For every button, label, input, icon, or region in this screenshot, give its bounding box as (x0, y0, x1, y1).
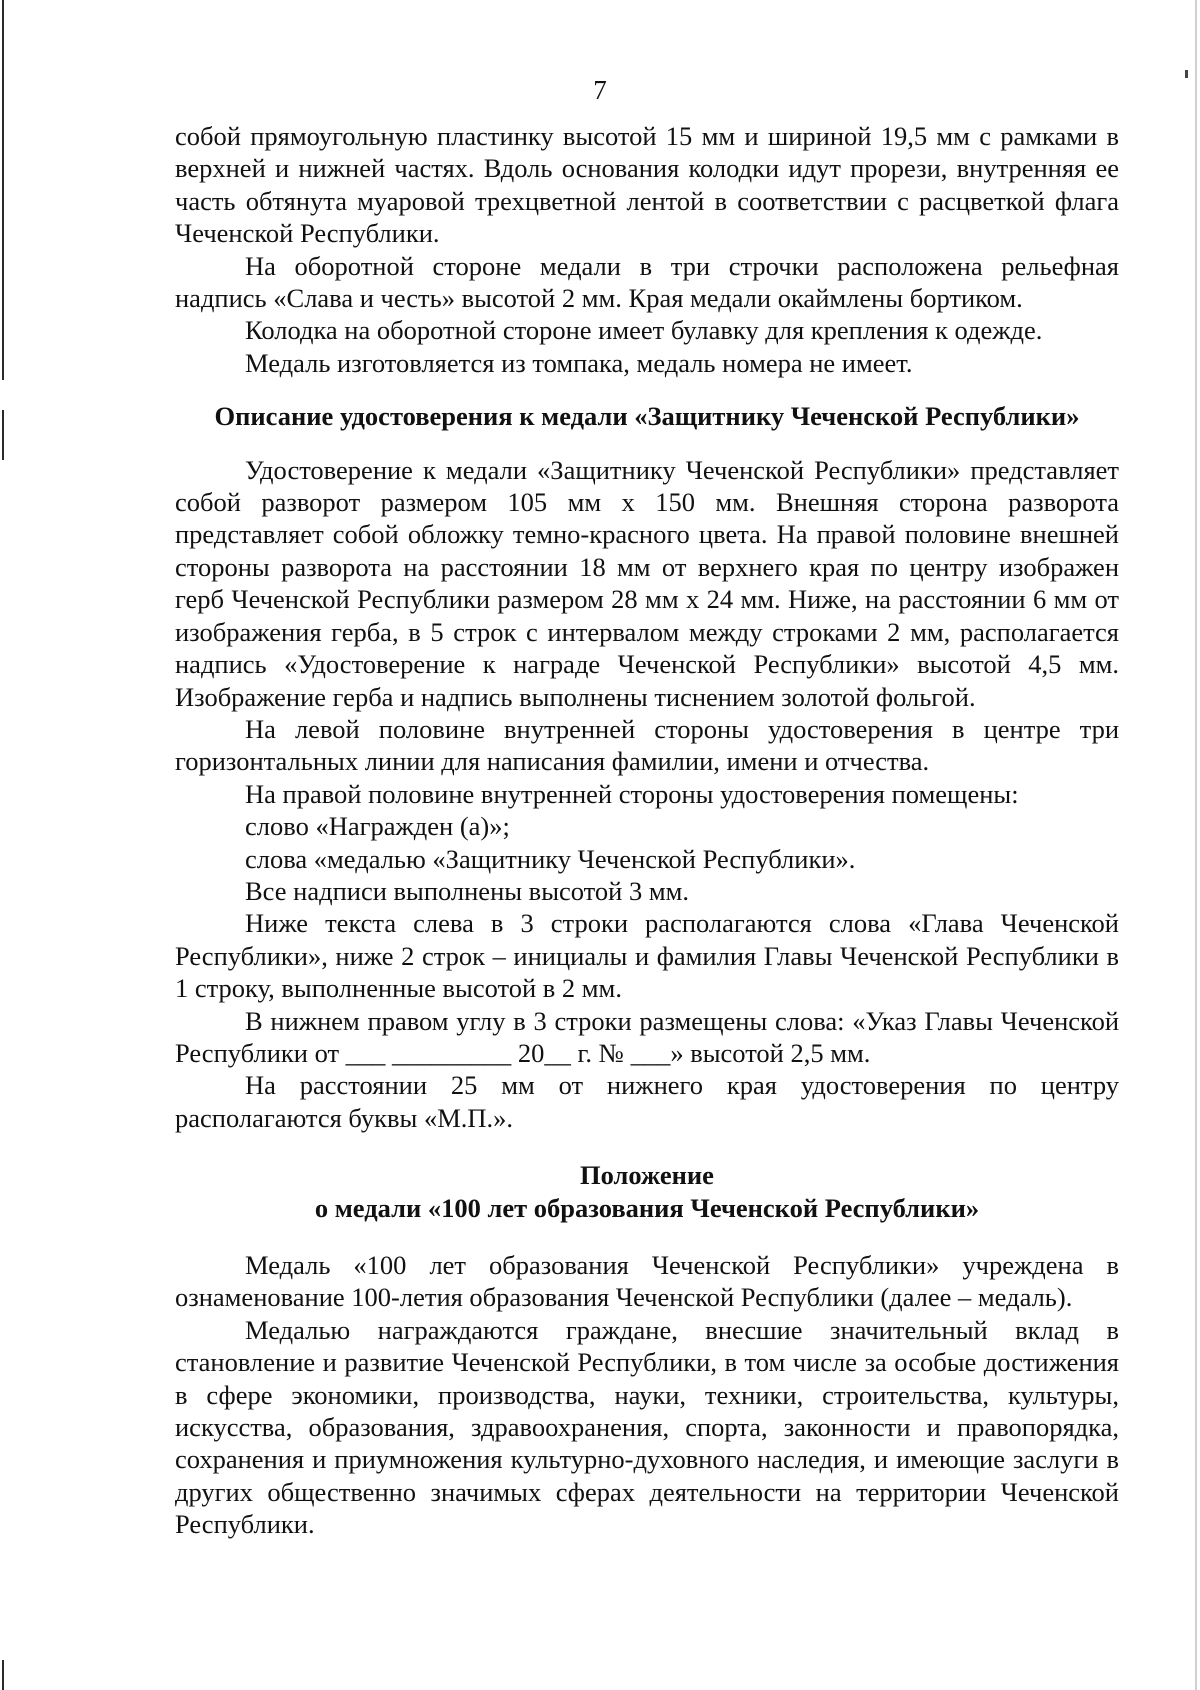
paragraph: собой прямоугольную пластинку высотой 15 мм и шириной 19,5 мм с рамками в верхней и нижней частях. Вдоль основания колодки идут прорези, внутренняя ее часть обтянута муаровой трехцветной лентой в соответствии с расцветкой флага Чеченской Республики. (175, 121, 1119, 249)
page-number: 7 (593, 75, 607, 105)
paragraph: Медаль изготовляется из томпака, медаль номера не имеет. (245, 347, 913, 378)
paragraph: Ниже текста слева в 3 строки располагаются слова «Глава Чеченской Республики», ниже 2 строк – инициалы и фамилия Главы Чеченской Республики в 1 строку, выполненные высотой в 2 мм. (175, 908, 1119, 1004)
paragraph: На левой половине внутренней стороны удостоверения в центре три горизонтальных линии для написания фамилии, имени и отчества. (175, 713, 1119, 777)
scan-edge-mark (2, 410, 4, 460)
section-heading: Описание удостоверения к медали «Защитнику Чеченской Республики» (214, 401, 1080, 432)
paragraph: слова «медалью «Защитнику Чеченской Республики». (245, 843, 856, 874)
paragraph: На оборотной стороне медали в три строчки расположена рельефная надпись «Слава и честь» высотой 2 мм. Края медали окаймлены бортиком. (175, 250, 1119, 314)
paragraph: На правой половине внутренней стороны удостоверения помещены: (245, 778, 1019, 809)
paragraph: Все надписи выполнены высотой 3 мм. (245, 875, 689, 906)
scan-edge-mark (2, 1660, 4, 1690)
section-heading: Положение (580, 1160, 714, 1191)
paragraph: Колодка на оборотной стороне имеет булавку для крепления к одежде. (245, 315, 1043, 346)
section-subheading: о медали «100 лет образования Чеченской Республики» (314, 1192, 980, 1223)
paragraph: На расстоянии 25 мм от нижнего края удостоверения по центру располагаются буквы «М.П.». (175, 1070, 1119, 1133)
paragraph: Медаль «100 лет образования Чеченской Республики» учреждена в ознаменование 100-летия образования Чеченской Республики (далее – медаль). (175, 1250, 1119, 1313)
paragraph: слово «Награжден (а)»; (245, 811, 510, 842)
scan-edge-mark (2, 0, 4, 380)
paragraph: В нижнем правом углу в 3 строки размещены слова: «Указ Главы Чеченской Республики от ___ _________ 20__ г. № ___» высотой 2,5 мм. (175, 1005, 1119, 1068)
paragraph: Удостоверение к медали «Защитнику Чеченской Республики» представляет собой разворот размером 105 мм х 150 мм. Внешняя сторона разворота представляет собой обложку темно-красного цвета. На правой половине внешней стороны разворота на расстоянии 18 мм от верхнего края по центру изображен герб Чеченской Республики размером 28 мм х 24 мм. Ниже, на расстоянии 6 мм от изображения герба, в 5 строк с интервалом между строками 2 мм, располагается надпись «Удостоверение к награде Чеченской Республики» высотой 4,5 мм. Изображение герба и надпись выполнены тиснением золотой фольгой. (175, 454, 1119, 712)
document-body (175, 120, 1119, 1541)
scan-edge-mark (1195, 0, 1197, 1690)
paragraph: Медалью награждаются граждане, внесшие значительный вклад в становление и развитие Чеченской Республики, в том числе за особые достижения в сфере экономики, производства, науки, техники, строительства, культуры, искусства, образования, здравоохранения, спорта, законности и правопорядка, сохранения и приумножения культурно-духовного наследия, и имеющие заслуги в других общественно значимых сферах деятельности на территории Чеченской Республики. (175, 1314, 1119, 1540)
